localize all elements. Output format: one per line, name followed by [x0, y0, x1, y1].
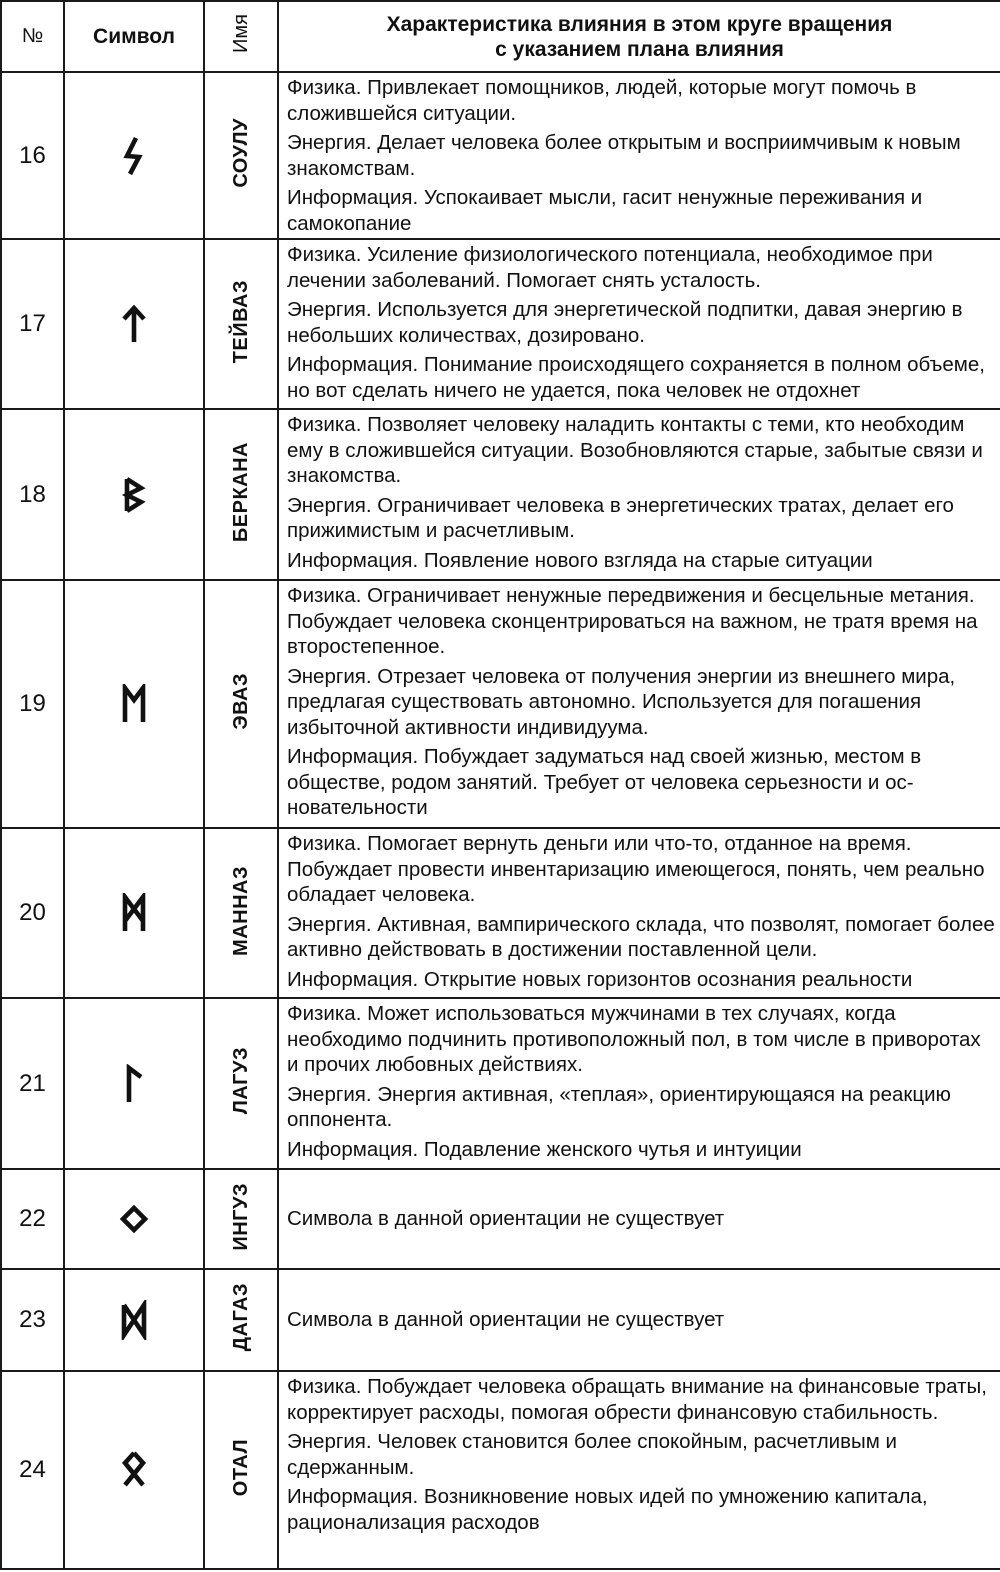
row-number: 20 [1, 828, 64, 998]
row-symbol [64, 239, 204, 409]
row-description [278, 998, 1000, 1169]
row-symbol [64, 72, 204, 239]
row-description [278, 409, 1000, 580]
table-row [1, 1169, 1000, 1269]
row-number: 21 [1, 998, 64, 1169]
row-name-label: ДАГАЗ [229, 1283, 252, 1352]
laguz-rune-icon [119, 1064, 149, 1104]
row-name-label: ЭВАЗ [229, 673, 252, 730]
row-description [278, 239, 1000, 409]
description-line: Энергия. Делает человека более открытым и восприимчивым к новым знакомствам. [287, 131, 961, 180]
row-description [278, 1269, 1000, 1371]
description-line: Информация. Успокаивает мысли, гасит ненужные переживания и самокопание [287, 186, 923, 235]
dagaz-rune-icon [119, 1300, 149, 1340]
row-number: 23 [1, 1269, 64, 1371]
table-row [1, 998, 1000, 1169]
row-name [204, 580, 278, 828]
row-name [204, 1371, 278, 1569]
description-line: Энергия. Отрезает человека от получения энергии из внешнего мира, предлагая существовать автономно. Используется для погашения избыточной активности индивидуума. [287, 664, 956, 739]
description-line: Символа в данной ориентации не существует [287, 1308, 725, 1332]
row-name [204, 239, 278, 409]
othala-rune-icon [119, 1450, 149, 1490]
table-row [1, 828, 1000, 998]
description-line: Информация. Понимание происходящего сохраняется в полном объеме, но вот сделать ничего не удается, пока человек не отдохнет [287, 353, 986, 402]
row-symbol [64, 998, 204, 1169]
row-number: 22 [1, 1169, 64, 1269]
row-name [204, 1269, 278, 1371]
row-name [204, 828, 278, 998]
row-name-label: ИНГУЗ [229, 1182, 252, 1251]
description-line: Физика. Может использоваться мужчинами в тех случаях, когда необходимо подчинить противоположный пол, в том числе в приворотах и прочих любовных действиях. [287, 1002, 981, 1076]
description-line: Информация. Появление нового взгляда на старые ситуации [287, 548, 873, 572]
row-description [278, 1169, 1000, 1269]
row-name [204, 409, 278, 580]
row-name-label: ТЕЙВАЗ [229, 279, 252, 364]
ehwaz-rune-icon [119, 684, 149, 724]
teiwaz-rune-icon [119, 304, 149, 344]
description-line: Физика. Побуждает человека обращать внимание на финансовые траты, корректирует расходы, помогая обрести финансовую стабильность. [287, 1375, 987, 1424]
row-name-label: ЛАГУЗ [229, 1047, 252, 1115]
description-line: Энергия. Энергия активная, «теплая», ориентирующаяся на реакцию оппонента. [287, 1082, 951, 1131]
row-symbol [64, 1169, 204, 1269]
table-row [1, 1371, 1000, 1569]
row-symbol [64, 828, 204, 998]
row-symbol [64, 580, 204, 828]
description-line: Физика. Усиление физиологического потенциала, необходимое при лечении заболеваний. Помогает снять усталость. [287, 243, 933, 292]
description-line: Информация. Побуждает задуматься над своей жизнью, местом в обществе, родом занятий. Требует от человека серьезности и основательности [287, 745, 922, 819]
row-name [204, 72, 278, 239]
description-line: Физика. Позволяет человеку наладить контакты с теми, кто необходим ему в сложившейся ситуации. Возобновляются старые, забытые связи и знакомства. [287, 413, 983, 487]
description-line: Физика. Помогает вернуть деньги или что-то, отданное на время. Побуждает провести инвентаризацию имеющегося, понять, чем реально обладает человека. [287, 832, 985, 906]
description-line: Энергия. Человек становится более спокойным, расчетливым и сдержанным. [287, 1430, 897, 1479]
row-symbol [64, 1269, 204, 1371]
description-line: Информация. Открытие новых горизонтов осознания реальности [287, 967, 913, 991]
row-description [278, 828, 1000, 998]
table-row [1, 580, 1000, 828]
row-name-label: МАННАЗ [229, 865, 252, 956]
berkana-rune-icon [119, 475, 149, 515]
sowilo-rune-icon [119, 136, 149, 176]
table-row [1, 1269, 1000, 1371]
row-name-label: ОТАЛ [229, 1438, 252, 1497]
header-name [204, 1, 278, 72]
row-name [204, 1169, 278, 1269]
mannaz-rune-icon [119, 893, 149, 933]
description-line: Энергия. Ограничивает человека в энергетических тратах, делает его прижимистым и расчетливым. [287, 493, 954, 542]
description-line: Физика. Привлекает помощников, людей, которые могут помочь в сложившейся ситуации. [287, 76, 917, 125]
row-symbol [64, 1371, 204, 1569]
row-name-label: БЕРКАНА [229, 441, 252, 543]
description-line: Физика. Ограничивает ненужные передвижения и бесцельные метания. Побуждает человека сконцентрироваться на важном, не тратя время на второстепенное. [287, 584, 978, 658]
header-description [278, 1, 1000, 72]
row-number: 17 [1, 239, 64, 409]
description-line: Энергия. Используется для энергетической подпитки, давая энергию в небольших количествах, дозировано. [287, 298, 963, 347]
row-number: 24 [1, 1371, 64, 1569]
row-number: 16 [1, 72, 64, 239]
description-line: Информация. Подавление женского чутья и интуиции [287, 1137, 802, 1161]
description-line: Информация. Возникновение новых идей по умножению капитала, рационализация расходов [287, 1485, 928, 1534]
header-description-line-1: Характеристика влияния в этом круге вращения [386, 12, 893, 36]
row-number: 19 [1, 580, 64, 828]
header-row [1, 1, 1000, 72]
table-row [1, 72, 1000, 239]
header-description-line-2: с указанием плана влияния [495, 37, 784, 61]
row-description [278, 72, 1000, 239]
description-line: Символа в данной ориентации не существует [287, 1207, 725, 1231]
row-name [204, 998, 278, 1169]
header-number: № [1, 1, 64, 72]
table-row [1, 239, 1000, 409]
row-description [278, 580, 1000, 828]
row-symbol [64, 409, 204, 580]
table-row [1, 409, 1000, 580]
row-number: 18 [1, 409, 64, 580]
inguz-rune-icon [119, 1204, 149, 1234]
description-line: Энергия. Активная, вампирического склада, что позволят, помогает более активно действовать в достижении поставленной цели. [287, 912, 995, 961]
header-symbol: Символ [64, 1, 204, 72]
row-name-label: СОУЛУ [229, 118, 252, 188]
header-name-label: Имя [229, 14, 252, 53]
row-description [278, 1371, 1000, 1569]
